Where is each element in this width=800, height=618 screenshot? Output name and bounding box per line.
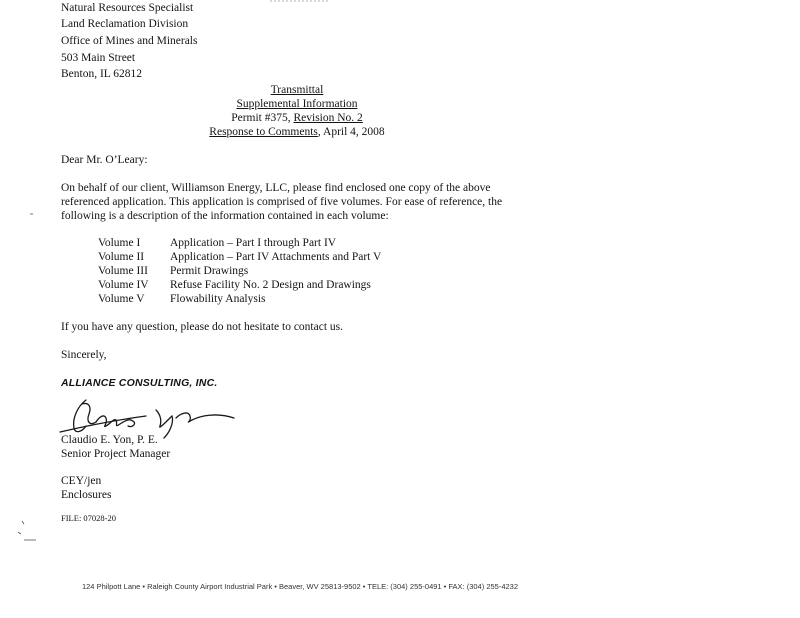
file-reference: FILE: 07028-20: [61, 513, 117, 523]
closing-paragraph: If you have any question, please do not hesitate to contact us.: [61, 321, 343, 333]
subject-response-date: , April 4, 2008: [317, 126, 385, 138]
volume-row: [98, 236, 336, 250]
signer-role: Senior Project Manager: [61, 448, 171, 460]
enclosures: Enclosures: [61, 489, 112, 501]
subject-transmittal: Transmittal: [270, 84, 324, 96]
volume-description: Application – Part I through Part IV: [170, 237, 337, 249]
volume-number: Volume V: [98, 293, 145, 305]
subject-revision: Revision No. 2: [293, 112, 363, 124]
volume-description: Refuse Facility No. 2 Design and Drawings: [170, 279, 371, 291]
signer-name: Claudio E. Yon, P. E.: [61, 434, 158, 446]
subject-permit-prefix: Permit #375,: [231, 112, 294, 124]
subject-response: [0, 125, 594, 139]
subject-response-underlined: Response to Comments: [209, 126, 318, 138]
recipient-title: Natural Resources Specialist: [61, 2, 194, 14]
volume-row: [98, 250, 381, 264]
volume-number: Volume II: [98, 251, 145, 263]
volume-number: Volume IV: [98, 279, 149, 291]
letterhead-footer: 124 Philpott Lane • Raleigh County Airport Industrial Park • Beaver, WV 25813-9502 • TELE: (304) 255-0491 • FAX: (304) 255-4232: [81, 582, 519, 591]
recipient-street: 503 Main Street: [61, 52, 136, 64]
volume-description: Permit Drawings: [170, 265, 249, 277]
volume-row: [98, 264, 248, 278]
volume-number: Volume I: [98, 237, 141, 249]
volume-description: Application – Part IV Attachments and Part V: [170, 251, 382, 263]
volume-number: Volume III: [98, 265, 148, 277]
recipient-division: Land Reclamation Division: [61, 18, 189, 30]
salutation: Dear Mr. O’Leary:: [61, 154, 148, 166]
recipient-office: Office of Mines and Minerals: [61, 35, 198, 47]
volume-row: [98, 292, 266, 306]
subject-permit: [0, 111, 594, 125]
volume-row: [98, 278, 371, 292]
recipient-city: Benton, IL 62812: [61, 68, 143, 80]
body-paragraph: On behalf of our client, Williamson Energy, LLC, please find enclosed one copy of the above referenced application. This application is comprised of five volumes. For ease of reference, the following is a description of the information contained in each volume:: [61, 182, 503, 222]
company-name: ALLIANCE CONSULTING, INC.: [61, 377, 218, 389]
volume-description: Flowability Analysis: [170, 293, 266, 305]
subject-supplemental: Supplemental Information: [236, 98, 358, 110]
sign-off: Sincerely,: [61, 349, 107, 361]
initials: CEY/jen: [61, 475, 102, 487]
